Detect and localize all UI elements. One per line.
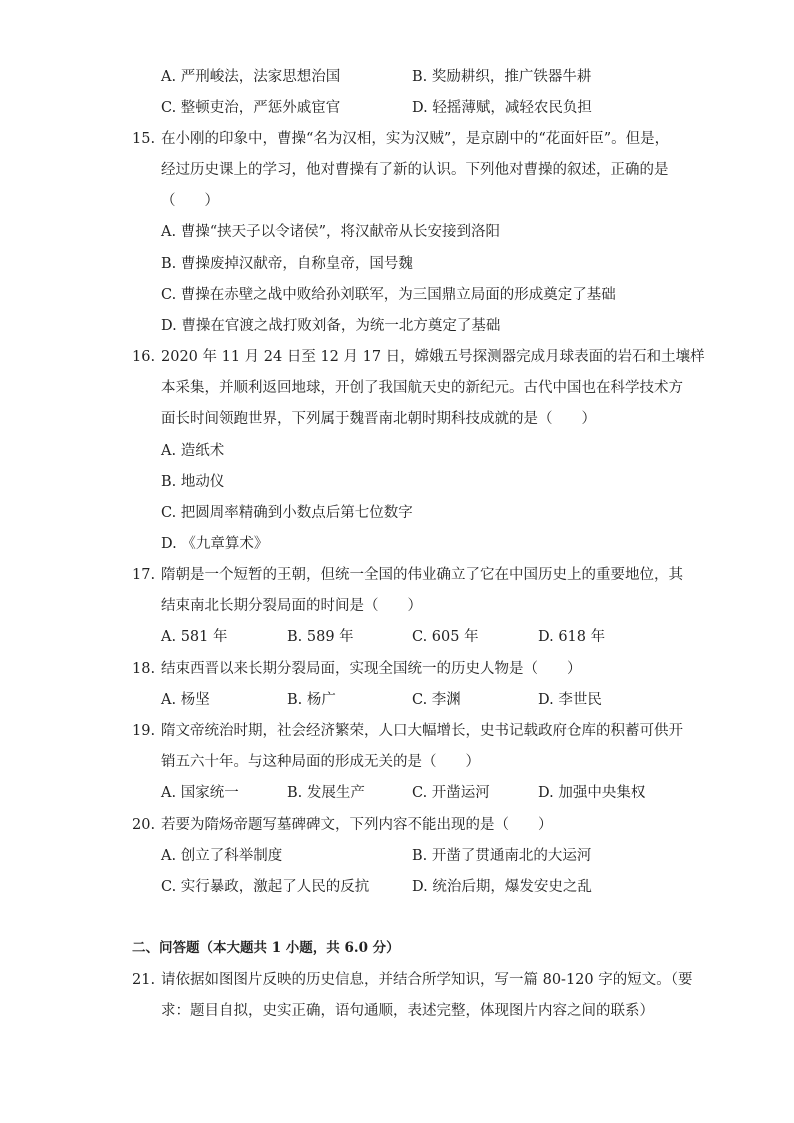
q21-number: 21.	[132, 972, 156, 988]
q16-option-d: D. 《九章算术》	[161, 536, 269, 552]
q17-stem-line: 结束南北长期分裂局面的时间是（ ）	[161, 598, 422, 614]
q18-option-a: A. 杨坚	[161, 692, 210, 708]
q15-option-d: D. 曹操在官渡之战打败刘备，为统一北方奠定了基础	[161, 318, 501, 334]
q19-option-a: A. 国家统一	[161, 785, 239, 801]
q17-number: 17.	[132, 567, 156, 583]
section-heading: 二、问答题（本大题共 1 小题，共 6.0 分）	[132, 940, 400, 956]
q16-stem-line: 2020 年 11 月 24 日至 12 月 17 日，嫦娥五号探测器完成月球表面的岩石和土壤样	[161, 349, 705, 365]
q16-option-a: A. 造纸术	[161, 443, 225, 459]
q18-stem-line: 结束西晋以来长期分裂局面，实现全国统一的历史人物是（ ）	[161, 661, 582, 677]
q20-option-b: B. 开凿了贯通南北的大运河	[412, 848, 592, 864]
q19-option-d: D. 加强中央集权	[538, 785, 646, 801]
q18-option-d: D. 李世民	[538, 692, 602, 708]
q19-number: 19.	[132, 723, 156, 739]
q15-number: 15.	[132, 131, 156, 147]
q15-option-a: A. 曹操“挟天子以令诸侯”，将汉献帝从长安接到洛阳	[161, 224, 501, 240]
q17-option-b: B. 589 年	[287, 629, 354, 645]
q20-stem-line: 若要为隋炀帝题写墓碑碑文，下列内容不能出现的是（ ）	[161, 817, 553, 833]
q18-option-c: C. 李渊	[412, 692, 461, 708]
q14-option-b: B. 奖励耕织，推广铁器牛耕	[412, 69, 592, 85]
q15-option-c: C. 曹操在赤壁之战中败给孙刘联军，为三国鼎立局面的形成奠定了基础	[161, 287, 616, 303]
q14-option-c: C. 整顿吏治，严惩外戚宦官	[161, 100, 341, 116]
q14-option-d: D. 轻摇薄赋，减轻农民负担	[412, 100, 592, 116]
q16-stem-line: 本采集，并顺利返回地球，开创了我国航天史的新纪元。古代中国也在科学技术方	[161, 380, 683, 396]
q21-stem-line: 请依据如图图片反映的历史信息，并结合所学知识，写一篇 80-120 字的短文。（要	[161, 972, 693, 988]
q19-option-b: B. 发展生产	[287, 785, 365, 801]
q15-stem-line: （ ）	[161, 193, 219, 209]
q17-option-a: A. 581 年	[161, 629, 228, 645]
q20-option-c: C. 实行暴政，激起了人民的反抗	[161, 879, 370, 895]
q18-option-b: B. 杨广	[287, 692, 336, 708]
q16-option-c: C. 把圆周率精确到小数点后第七位数字	[161, 505, 413, 521]
q18-number: 18.	[132, 661, 156, 677]
q16-number: 16.	[132, 349, 156, 365]
q15-stem-line: 经过历史课上的学习，他对曹操有了新的认识。下列他对曹操的叙述，正确的是	[161, 162, 669, 178]
q19-stem-line: 隋文帝统治时期，社会经济繁荣，人口大幅增长，史书记载政府仓库的积蓄可供开	[161, 723, 683, 739]
q17-option-d: D. 618 年	[538, 629, 606, 645]
q20-option-a: A. 创立了科举制度	[161, 848, 283, 864]
q20-option-d: D. 统治后期，爆发安史之乱	[412, 879, 592, 895]
q16-option-b: B. 地动仪	[161, 474, 225, 490]
q17-option-c: C. 605 年	[412, 629, 479, 645]
q15-option-b: B. 曹操废掉汉献帝，自称皇帝，国号魏	[161, 256, 413, 272]
q19-option-c: C. 开凿运河	[412, 785, 490, 801]
q17-stem-line: 隋朝是一个短暂的王朝，但统一全国的伟业确立了它在中国历史上的重要地位，其	[161, 567, 683, 583]
q21-stem-line: 求：题目自拟，史实正确，语句通顺，表述完整，体现图片内容之间的联系）	[161, 1003, 654, 1019]
q15-stem-line: 在小刚的印象中，曹操“名为汉相，实为汉贼”，是京剧中的“花面奸臣”。但是，	[161, 131, 670, 147]
q14-option-a: A. 严刑峻法，法家思想治国	[161, 69, 341, 85]
q20-number: 20.	[132, 817, 156, 833]
q16-stem-line: 面长时间领跑世界，下列属于魏晋南北朝时期科技成就的是（ ）	[161, 411, 596, 427]
q19-stem-line: 销五六十年。与这种局面的形成无关的是（ ）	[161, 754, 480, 770]
